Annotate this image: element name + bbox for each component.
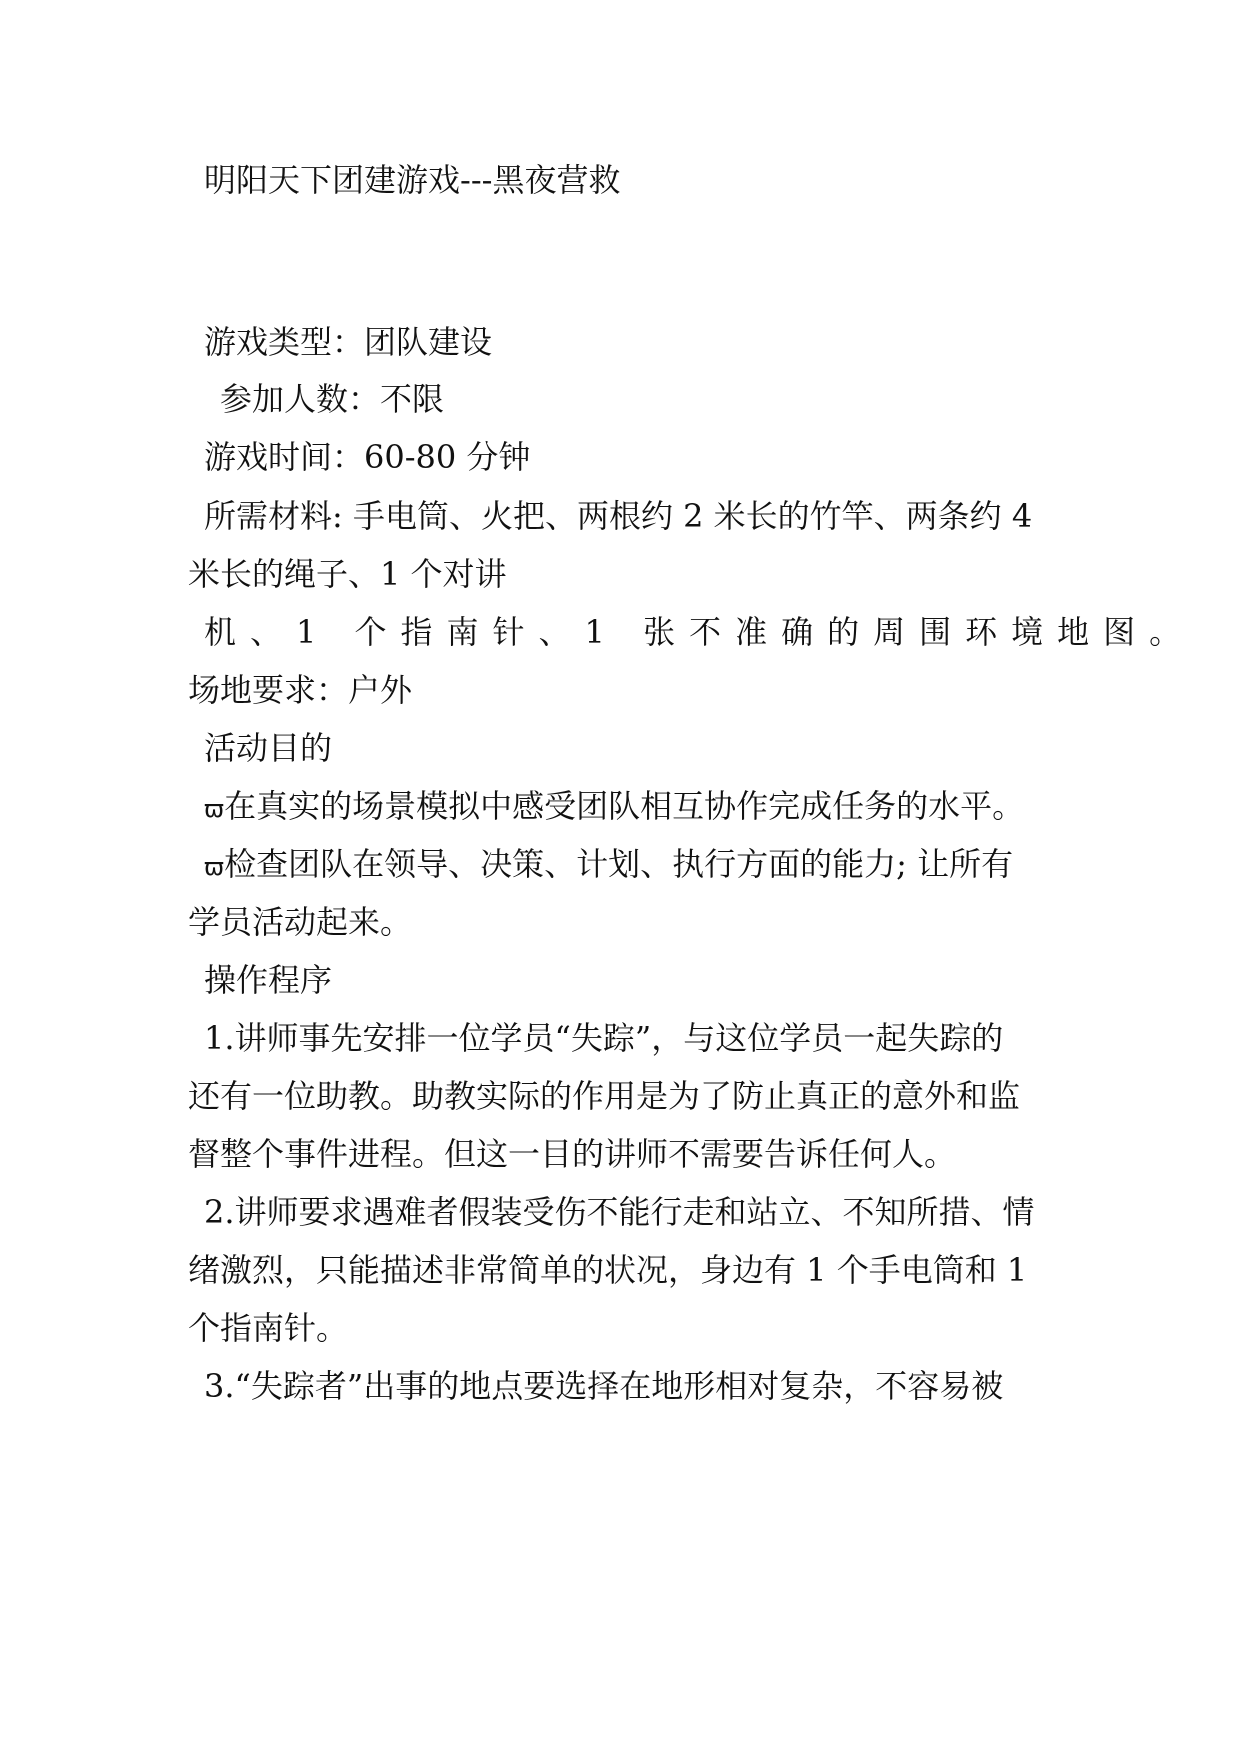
materials-line-2: 米长的绳子、1 个对讲: [188, 555, 507, 593]
procedure-step-2-line-2: 绪激烈，只能描述非常简单的状况，身边有 1 个手电筒和 1: [188, 1251, 1028, 1289]
procedure-step-2-line-1: 2.讲师要求遇难者假装受伤不能行走和站立、不知所措、情: [204, 1193, 1035, 1231]
duration-line: 游戏时间：60-80 分钟: [204, 438, 531, 476]
procedure-step-1-line-3: 督整个事件进程。但这一目的讲师不需要告诉任何人。: [188, 1135, 957, 1173]
bullet-icon: ϖ: [204, 795, 225, 823]
procedure-step-3-line-1: 3.“失踪者”出事的地点要选择在地形相对复杂，不容易被: [204, 1367, 1004, 1405]
purpose-item-1-text: 在真实的场景模拟中感受团队相互协作完成任务的水平。: [224, 787, 1025, 825]
document-title: 明阳天下团建游戏---黑夜营救: [204, 161, 621, 199]
bullet-icon: ϖ: [204, 853, 225, 881]
procedure-heading: 操作程序: [204, 961, 333, 999]
materials-line-1: 所需材料: 手电筒、火把、两根约 2 米长的竹竿、两条约 4: [204, 497, 1033, 535]
materials-line-3: 机、1 个指南针、1 张不准确的周围环境地图。: [204, 613, 1196, 651]
purpose-item-2-text: 检查团队在领导、决策、计划、执行方面的能力; 让所有: [224, 845, 1014, 883]
procedure-step-1-line-1: 1.讲师事先安排一位学员“失踪”，与这位学员一起失踪的: [204, 1019, 1004, 1057]
game-type-line: 游戏类型：团队建设: [204, 323, 493, 361]
purpose-item-1: [204, 786, 1074, 829]
participants-line: 参加人数：不限: [220, 380, 445, 418]
procedure-step-2-line-3: 个指南针。: [188, 1309, 349, 1347]
venue-line: 场地要求：户外: [188, 671, 413, 709]
purpose-item-2-continued: 学员活动起来。: [188, 903, 413, 941]
purpose-heading: 活动目的: [204, 729, 333, 767]
purpose-item-2: [204, 844, 1074, 887]
procedure-step-1-line-2: 还有一位助教。助教实际的作用是为了防止真正的意外和监: [188, 1077, 1021, 1115]
